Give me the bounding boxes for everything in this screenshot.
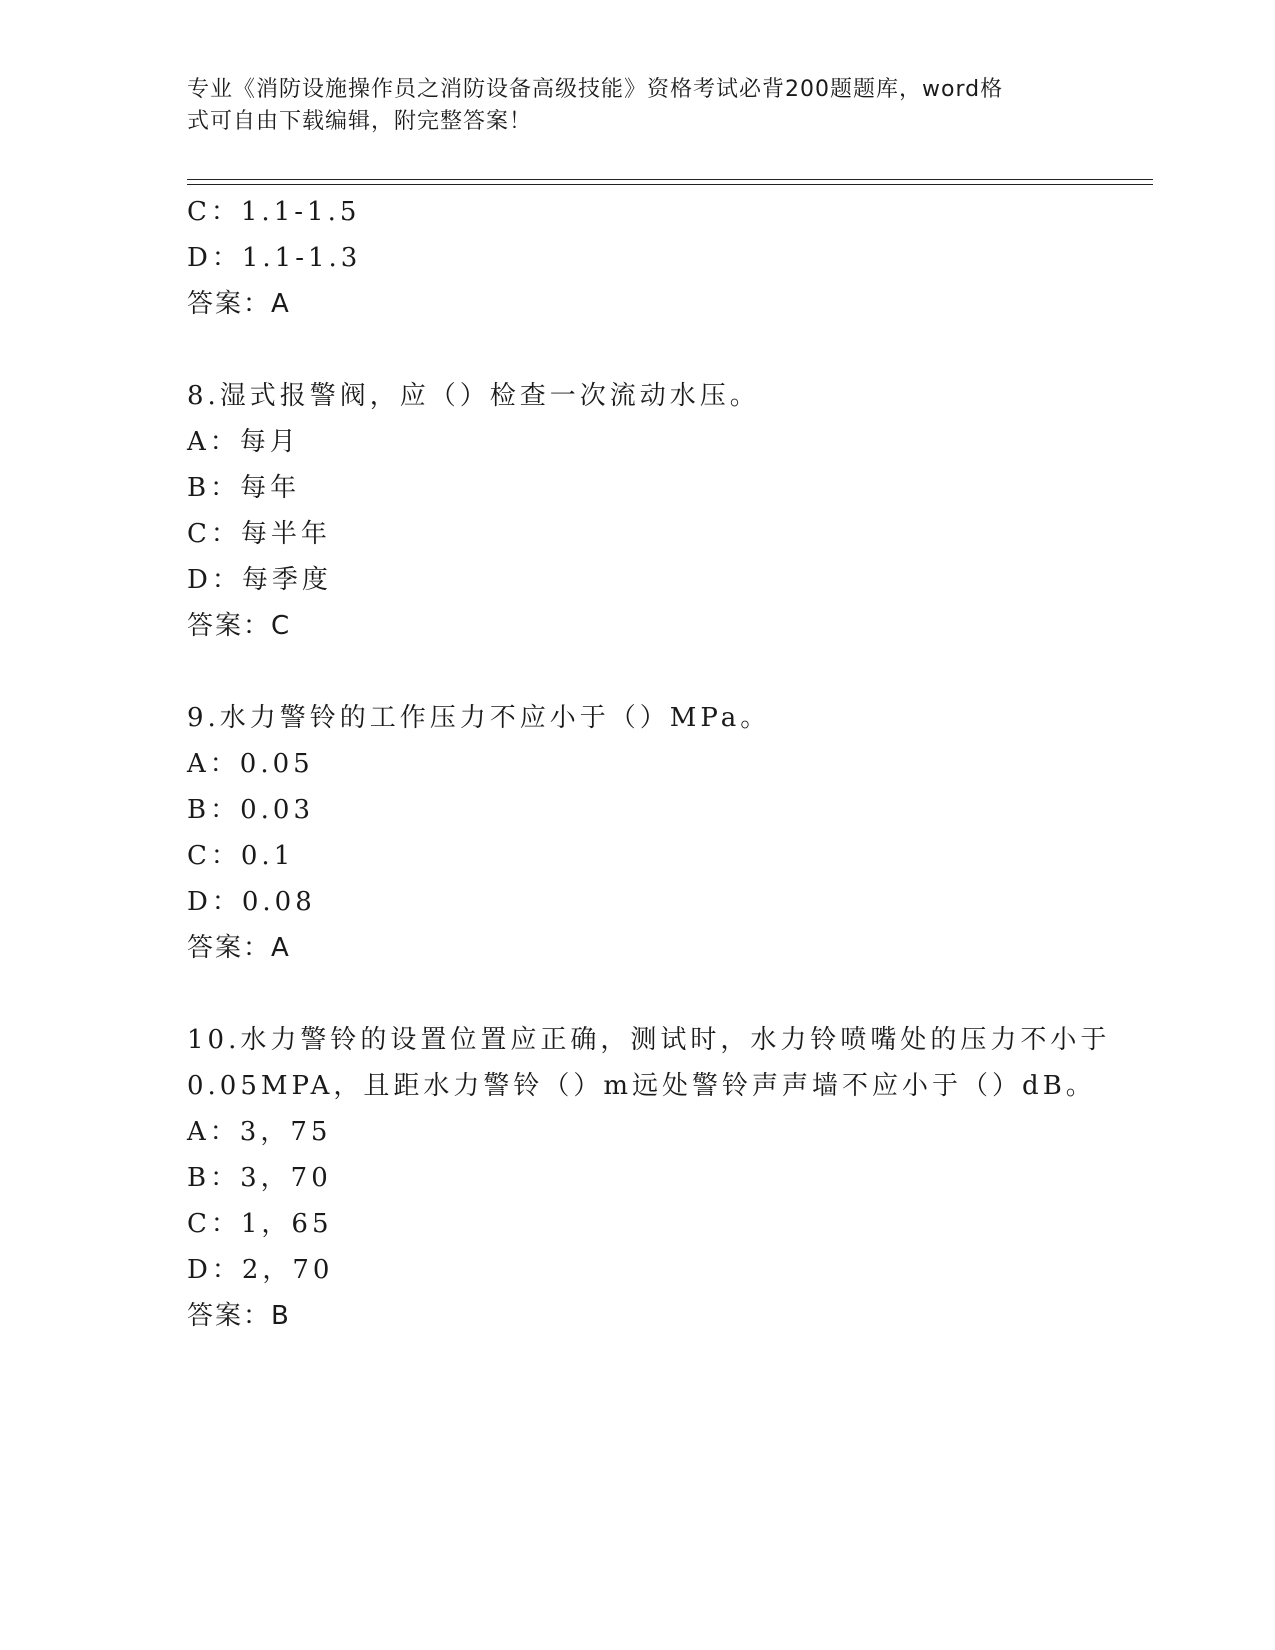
option-c: C：0.1 bbox=[187, 841, 295, 871]
question-stem-line-2: 0.05MPA，且距水力警铃（）m远处警铃声声墙不应小于（）dB。 bbox=[187, 1071, 1096, 1101]
question-stem: 8.湿式报警阀，应（）检查一次流动水压。 bbox=[187, 381, 760, 411]
spacer bbox=[187, 327, 1087, 373]
answer-line: 答案：C bbox=[187, 611, 292, 641]
option-d: D：1.1-1.3 bbox=[187, 243, 362, 273]
question-block-10 bbox=[187, 1017, 1111, 1339]
option-a: A：0.05 bbox=[187, 749, 314, 779]
option-c: C：每半年 bbox=[187, 519, 331, 549]
question-stem: 9.水力警铃的工作压力不应小于（）MPa。 bbox=[187, 703, 771, 733]
option-d: D：0.08 bbox=[187, 887, 316, 917]
answer-line: 答案：B bbox=[187, 1301, 291, 1331]
spacer bbox=[187, 971, 1087, 1017]
header-divider-top bbox=[187, 179, 1153, 180]
option-d: D：每季度 bbox=[187, 565, 332, 595]
option-b: B：0.03 bbox=[187, 795, 314, 825]
option-b: B：3，70 bbox=[187, 1163, 332, 1193]
question-stem-line-1: 10.水力警铃的设置位置应正确，测试时，水力铃喷嘴处的压力不小于 bbox=[187, 1025, 1111, 1055]
answer-line: 答案：A bbox=[187, 289, 291, 319]
option-c: C：1.1-1.5 bbox=[187, 197, 361, 227]
option-c: C：1，65 bbox=[187, 1209, 333, 1239]
header-line-2: 式可自由下载编辑，附完整答案！ bbox=[187, 109, 533, 134]
option-a: A：每月 bbox=[187, 427, 300, 457]
header-divider-bottom bbox=[187, 184, 1153, 185]
document-header bbox=[187, 74, 1087, 138]
option-d: D：2，70 bbox=[187, 1255, 334, 1285]
question-list bbox=[187, 189, 1111, 1339]
question-block-7 bbox=[187, 189, 1087, 327]
option-b: B：每年 bbox=[187, 473, 301, 503]
header-line-1: 专业《消防设施操作员之消防设备高级技能》资格考试必背200题题库，word格 bbox=[187, 77, 1004, 102]
question-block-8 bbox=[187, 373, 1087, 649]
spacer bbox=[187, 649, 1087, 695]
option-a: A：3，75 bbox=[187, 1117, 332, 1147]
question-block-9 bbox=[187, 695, 1087, 971]
answer-line: 答案：A bbox=[187, 933, 291, 963]
